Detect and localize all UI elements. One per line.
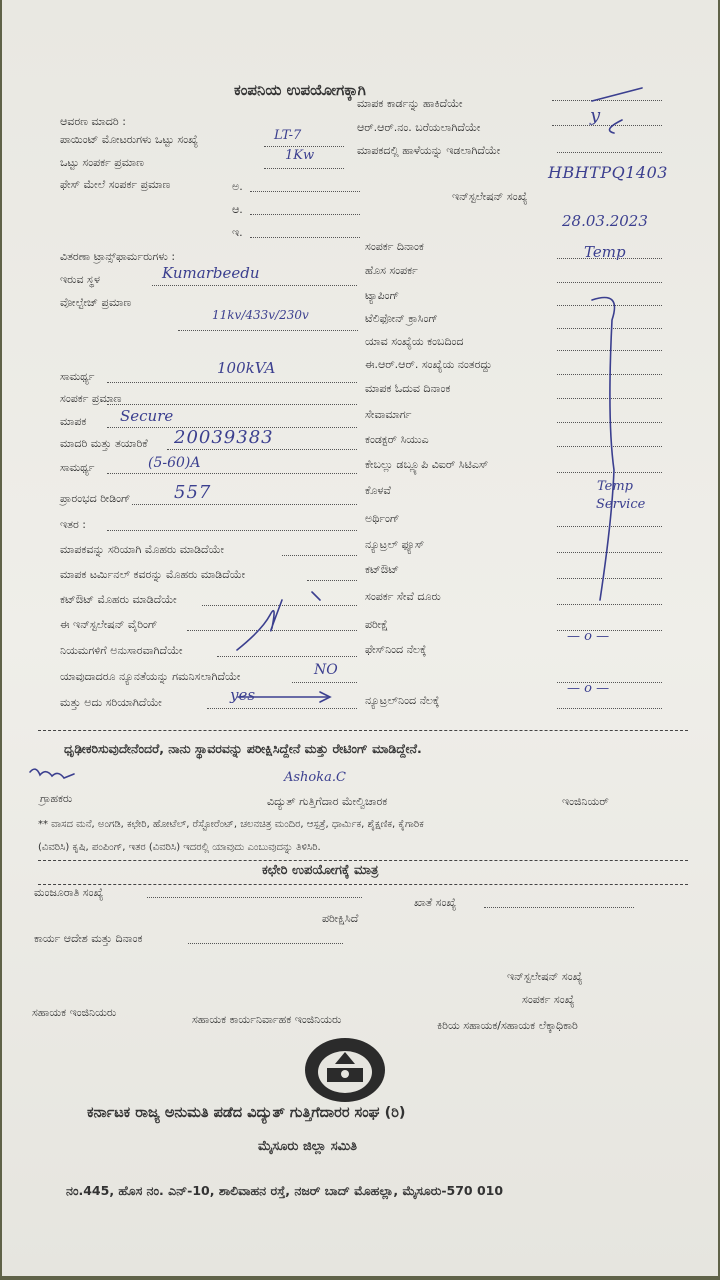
label-rr-written: ಆರ್.ಆರ್.ನಂ. ಬರೆಯಲಾಗಿದೆಯೇ [357, 121, 481, 134]
form-title: ಕಂಪನಿಯ ಉಪಯೋಗಕ್ಕಾಗಿ [234, 81, 366, 99]
divider [38, 884, 688, 885]
hw-meter-capacity: (5-60)A [148, 455, 201, 471]
label-meter-card: ಮಾಪಕ ಕಾರ್ಡನ್ನು ಹಾಕಿದೆಯೇ [357, 97, 463, 110]
hw-connection-type: Temp [584, 243, 626, 261]
label-voltage: ವೋಲ್ಟೇಜ್ ಪ್ರಮಾಣ [60, 296, 132, 309]
label-sanction-no: ಮಂಜೂರಾತಿ ಸಂಖ್ಯೆ [34, 886, 104, 899]
label-pole-no: ಯಾವ ಸಂಖ್ಯೆಯ ಕಂಬದಿಂದ [365, 335, 464, 348]
label-supervisor: ವಿದ್ಯುತ್ ಗುತ್ತಿಗೆದಾರ ಮೇಲ್ವಿಚಾರಕ [267, 795, 388, 808]
divider [38, 860, 688, 861]
label-consumer: ಗ್ರಾಹಕರು [40, 792, 73, 805]
label-total-load: ಒಟ್ಟು ಸಂಪರ್ಕ ಪ್ರಮಾಣ [60, 156, 144, 169]
label-work-order: ಕಾರ್ಯ ಆದೇಶ ಮತ್ತು ದಿನಾಂಕ [34, 932, 143, 945]
label-connection-qty: ಸಂಪರ್ಕ ಪ್ರಮಾಣ [60, 392, 122, 405]
hw-neutral-earth: — o — [567, 681, 610, 696]
label-asst-engineer: ಸಹಾಯಕ ಇಂಜಿನಿಯರು [32, 1006, 117, 1019]
hw-installation-no: HBHTPQ1403 [548, 163, 668, 182]
label-location: ಇರುವ ಸ್ಥಳ [60, 273, 100, 286]
label-conductor: ಕಂಡಕ್ಟರ್ ಸಿಯುಎ [365, 433, 429, 446]
label-model-make: ಮಾದರಿ ಮತ್ತು ತಯಾರಿಕೆ [60, 437, 148, 450]
label-engineer: ಇಂಜಿನಿಯರ್ [562, 795, 609, 808]
label-correct: ಮತ್ತು ಅದು ಸರಿಯಾಗಿದೆಯೇ [60, 696, 162, 709]
label-installation-no-office: ಇನ್‌ಸ್ಟಲೇಷನ್ ಸಂಖ್ಯೆ [507, 970, 583, 983]
hw-service: Service [596, 497, 646, 512]
label-phase-load: ಫೇಸ್ ಮೇಲೆ ಸಂಪರ್ಕ ಪ್ರಮಾಣ [60, 178, 171, 191]
form-paper [2, 0, 718, 1276]
hw-serial: 20039383 [174, 427, 274, 448]
hw-lt: LT-7 [274, 128, 302, 143]
label-service-line: ಸೇವಾಮಾರ್ಗ [365, 408, 412, 421]
phase-aa: ಆ. [232, 203, 243, 216]
dotted-line [147, 897, 362, 898]
label-wiring: ಈ ಇನ್‌ಸ್ಟಲೇಷನ್ ವೈರಿಂಗ್ [60, 618, 158, 631]
label-neutral-earth: ನ್ಯೂಟ್ರಲ್‌ನಿಂದ ನೆಲಕ್ಕೆ [365, 694, 440, 707]
label-earthing: ಅರ್ಥಿಂಗ್ [365, 512, 400, 525]
label-test: ಪರೀಕ್ಷೆ [365, 618, 389, 631]
label-service-distance: ಸಂಪರ್ಕ ಸೇವೆ ದೂರು [365, 590, 441, 603]
label-cutout-sealed: ಕಟ್‌ಔಟ್ ಮೊಹರು ಮಾಡಿದೆಯೇ [60, 593, 177, 606]
label-connection-date: ಸಂಪರ್ಕ ದಿನಾಂಕ [365, 240, 424, 253]
label-cable: ಕೇಬಲ್ಲು ಡಬ್ಲ್ಯೂಪಿ ವಿಐರ್ ಸಿಟಿಎಸ್ [365, 458, 489, 471]
phase-i: ಇ. [232, 226, 243, 239]
hw-supervisor-sign: Ashoka.C [284, 770, 346, 785]
label-installation-no: ಇನ್‌ಸ್ಟಲೇಷನ್ ಸಂಖ್ಯೆ [452, 190, 528, 203]
label-meter: ಮಾಪಕ [60, 415, 87, 428]
hw-location: Kumarbeedu [162, 264, 260, 282]
label-transformers: ವಿತರಣಾ ಟ್ರಾನ್ಸ್‌ಫಾರ್ಮರುಗಳು : [60, 250, 176, 263]
hw-capacity: 100kVA [217, 359, 276, 377]
hw-defect: NO [314, 662, 338, 678]
hw-rr-mark: y [590, 105, 601, 126]
footer-address: ನಂ.445, ಹೊಸ ನಂ. ಎನ್-10, ಶಾಲಿವಾಹನ ರಸ್ತೆ, ನಜರ್ ಬಾದ್ ಮೊಹಲ್ಲಾ, ಮೈಸೂರು-570 010 [66, 1183, 504, 1198]
label-after-rr: ಈ.ಆರ್.ಆರ್. ಸಂಖ್ಯೆಯ ನಂತರದ್ದು [365, 358, 493, 371]
hw-initial-reading: 557 [174, 482, 212, 503]
label-tapping: ಟ್ಯಾಪಿಂಗ್ [365, 289, 400, 302]
phase-a: ಅ. [232, 180, 243, 193]
label-telephone-crossing: ಟೆಲಿಫೋನ್ ಕ್ರಾಸಿಂಗ್ [365, 312, 438, 325]
label-defects: ಯಾವುದಾದರೂ ನ್ಯೂನತೆಯನ್ನು ಗಮನಿಸಲಾಗಿದೆಯೇ [60, 670, 241, 683]
association-emblem-icon [303, 1034, 387, 1104]
label-reading-date: ಮಾಪಕ ಓದುವ ದಿನಾಂಕ [365, 382, 451, 395]
hw-load: 1Kw [285, 148, 315, 163]
label-asst-exec-engineer: ಸಹಾಯಕ ಕಾರ್ಯನಿರ್ವಾಹಕ ಇಂಜಿನಿಯರು [192, 1013, 342, 1026]
label-meter-capacity: ಸಾಮರ್ಥ್ಯ [60, 461, 95, 474]
footer-district: ಮೈಸೂರು ಜಿಲ್ಲಾ ಸಮಿತಿ [258, 1139, 358, 1154]
office-title: ಕಛೇರಿ ಉಪಯೋಗಕ್ಕೆ ಮಾತ್ರ [262, 863, 379, 878]
label-junior-officer: ಕಿರಿಯ ಸಹಾಯಕ/ಸಹಾಯಕ ಲೆಕ್ಕಾಧಿಕಾರಿ [437, 1019, 578, 1032]
label-checked: ಪರೀಕ್ಷಿಸಿದೆ [322, 912, 359, 925]
hw-correct: yes [230, 686, 256, 704]
hw-pipe: Temp [597, 479, 634, 494]
label-neutral-fuse: ನ್ಯೂಟ್ರಲ್ ಫ್ಯೂಸ್ [365, 538, 425, 551]
label-account-no: ಖಾತೆ ಸಂಖ್ಯೆ [414, 896, 457, 909]
label-sheet-placed: ಮಾಪಕದಲ್ಲಿ ಹಾಳೆಯನ್ನು ಇಡಲಾಗಿದೆಯೇ [357, 144, 501, 157]
label-capacity: ಸಾಮರ್ಥ್ಯ [60, 370, 95, 383]
label-pipe: ಕೊಳವೆ [365, 484, 391, 497]
label-meter-sealed: ಮಾಪಕವನ್ನು ಸರಿಯಾಗಿ ಮೊಹರು ಮಾಡಿದೆಯೇ [60, 543, 224, 556]
note-line-2: (ವಿವರಿಸಿ) ಕೃಷಿ, ಪಂಪಿಂಗ್, ಇತರ (ವಿವರಿಸಿ) ಇದರಲ್ಲಿ ಯಾವುದು ಎಂಬುವುದನ್ನು ತಿಳಿಸಿರಿ. [38, 842, 321, 853]
label-new-connection: ಹೊಸ ಸಂಪರ್ಕ [365, 264, 418, 277]
hw-meter: Secure [120, 407, 174, 425]
divider [38, 730, 688, 731]
label-rules: ನಿಯಮಗಳಿಗೆ ಅನುಸಾರವಾಗಿದೆಯೇ [60, 644, 183, 657]
hw-voltage: 11kv/433v/230v [212, 308, 309, 322]
label-point-motors: ಪಾಯಿಂಟ್ ಮೋಟರುಗಳು ಒಟ್ಟು ಸಂಖ್ಯೆ [60, 133, 199, 146]
footer-org: ಕರ್ನಾಟಕ ರಾಜ್ಯ ಅನುಮತಿ ಪಡೆದ ವಿದ್ಯುತ್ ಗುತ್ತಿಗೆದಾರರ ಸಂಘ (ರಿ) [87, 1105, 406, 1121]
dotted-line [484, 907, 634, 908]
label-cutout: ಕಟ್‌ಔಟ್ [365, 563, 399, 576]
hw-connection-date: 28.03.2023 [562, 212, 648, 230]
declaration: ಧೃಢೀಕರಿಸುವುದೇನೆಂದರೆ, ನಾನು ಸ್ಥಾವರವನ್ನು ಪರೀಕ್ಷಿಸಿದ್ದೇನೆ ಮತ್ತು ರೇಟಿಂಗ್ ಮಾಡಿದ್ದೇನೆ. [64, 741, 422, 756]
hw-phase-earth: — o — [567, 629, 610, 644]
label-terminal-sealed: ಮಾಪಕ ಟರ್ಮಿನಲ್ ಕವರನ್ನು ಮೊಹರು ಮಾಡಿದೆಯೇ [60, 568, 246, 581]
label-other: ಇತರ : [60, 518, 87, 531]
dotted-line [188, 943, 343, 944]
note-line-1: ** ವಾಸದ ಮನೆ, ಅಂಗಡಿ, ಕಛೇರಿ, ಹೋಟೆಲ್, ರೆಸ್ಟೋರೆಂಟ್, ಚಲನಚಿತ್ರ ಮಂದಿರ, ಆಸ್ಪತ್ರೆ, ಧಾರ್ಮಿಕ, ಶೈಕ್ಷಣಿಕ, ಕೈಗಾರಿಕ [38, 819, 424, 830]
label-premises-type: ಆವರಣ ಮಾದರಿ : [60, 115, 126, 128]
label-connection-no: ಸಂಪರ್ಕ ಸಂಖ್ಯೆ [522, 993, 575, 1006]
label-phase-earth: ಫೇಸ್‌ನಿಂದ ನೆಲಕ್ಕೆ [365, 643, 427, 656]
label-initial-reading: ಪ್ರಾರಂಭದ ರೀಡಿಂಗ್ [60, 492, 131, 505]
